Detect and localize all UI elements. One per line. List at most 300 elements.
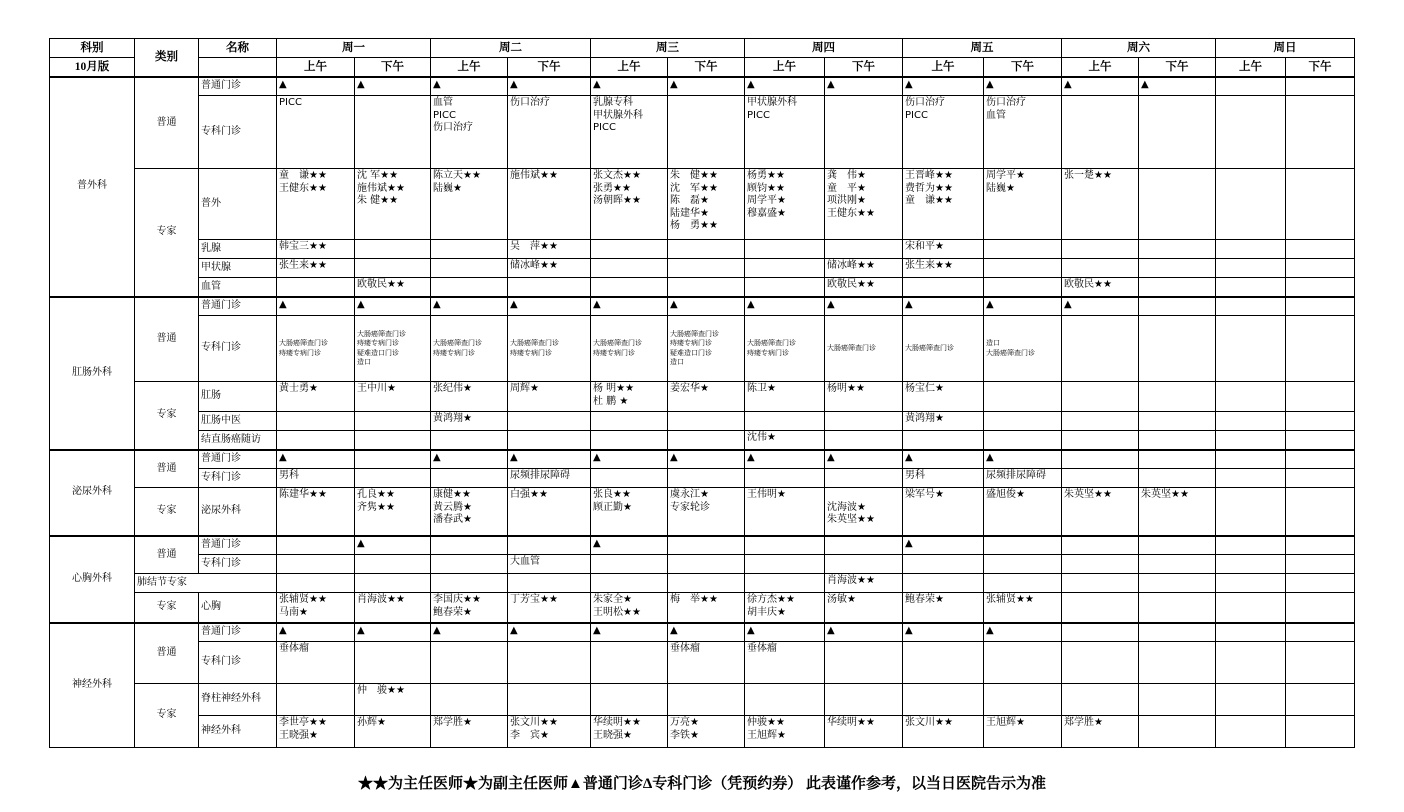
schedule-cell xyxy=(1062,278,1139,297)
schedule-cell xyxy=(431,469,508,488)
schedule-cell xyxy=(745,382,825,412)
schedule-cell xyxy=(903,240,984,259)
schedule-cell: ▲ xyxy=(668,77,745,96)
clinic-name-cell: 泌尿外科 xyxy=(199,488,277,536)
category-cell: 肺结节专家 xyxy=(135,574,277,593)
schedule-entry: 仲 骏★★ xyxy=(357,685,405,696)
schedule-cell xyxy=(1062,488,1139,536)
schedule-entry: 大肠癌筛查门诊 xyxy=(905,343,954,352)
schedule-cell xyxy=(745,574,825,593)
schedule-cell xyxy=(1139,169,1216,240)
header-pm: 下午 xyxy=(1139,58,1216,77)
schedule-entry: 丁芳宝★★ xyxy=(510,594,558,605)
schedule-cell xyxy=(825,593,903,623)
schedule-cell xyxy=(668,642,745,684)
schedule-cell xyxy=(591,412,668,431)
schedule-cell xyxy=(1139,297,1216,316)
schedule-cell xyxy=(668,169,745,240)
schedule-row xyxy=(50,623,1355,642)
clinic-name-cell: 普通门诊 xyxy=(199,623,277,642)
schedule-cell: ▲ xyxy=(277,297,355,316)
schedule-cell xyxy=(508,684,591,716)
schedule-entry: 痔瘘专病门诊 xyxy=(670,339,712,347)
schedule-cell xyxy=(508,316,591,382)
schedule-cell xyxy=(825,278,903,297)
schedule-entry: 胡丰庆★ xyxy=(747,606,786,618)
header-am: 上午 xyxy=(277,58,355,77)
schedule-cell xyxy=(825,169,903,240)
schedule-entry: 张辅贤★★ xyxy=(986,594,1034,605)
category-cell: 专家 xyxy=(135,684,199,748)
schedule-cell: ▲ xyxy=(431,297,508,316)
schedule-cell xyxy=(355,240,431,259)
schedule-cell xyxy=(431,240,508,259)
schedule-cell xyxy=(1286,431,1355,450)
schedule-entry: 肖海波★★ xyxy=(357,594,405,605)
clinic-name-cell: 肛肠中医 xyxy=(199,412,277,431)
schedule-entry: 黄鸿翔★ xyxy=(905,413,944,424)
schedule-cell xyxy=(508,555,591,574)
schedule-cell xyxy=(431,316,508,382)
schedule-cell xyxy=(591,96,668,169)
schedule-cell xyxy=(277,169,355,240)
category-cell: 普通 xyxy=(135,623,199,684)
schedule-row xyxy=(50,259,1355,278)
schedule-entry: 周学平★ xyxy=(986,170,1025,181)
schedule-cell xyxy=(277,259,355,278)
schedule-cell: ▲ xyxy=(984,623,1062,642)
schedule-cell xyxy=(508,593,591,623)
schedule-entry: 张一楚★★ xyxy=(1064,170,1112,181)
schedule-cell xyxy=(1139,450,1216,469)
schedule-entry: 李铁★ xyxy=(670,729,699,741)
header-am: 上午 xyxy=(591,58,668,77)
schedule-cell xyxy=(745,278,825,297)
schedule-cell xyxy=(825,488,903,536)
schedule-cell: ▲ xyxy=(355,77,431,96)
schedule-cell: ▲ xyxy=(903,297,984,316)
schedule-entry: 朱英坚★★ xyxy=(1141,489,1189,500)
schedule-entry: PICC xyxy=(279,97,302,108)
schedule-row xyxy=(50,297,1355,316)
schedule-entry: 痔瘘专病门诊 xyxy=(747,348,789,357)
schedule-entry: 张文川★★ xyxy=(905,717,953,728)
schedule-cell xyxy=(668,536,745,555)
schedule-cell xyxy=(1062,469,1139,488)
schedule-cell xyxy=(1216,684,1286,716)
schedule-entry: 大肠癌筛查门诊 xyxy=(986,348,1035,357)
schedule-row xyxy=(50,469,1355,488)
schedule-cell xyxy=(1286,382,1355,412)
schedule-cell xyxy=(668,469,745,488)
schedule-cell xyxy=(355,278,431,297)
schedule-cell xyxy=(745,316,825,382)
schedule-cell xyxy=(668,240,745,259)
clinic-name-cell: 甲状腺 xyxy=(199,259,277,278)
clinic-name-cell: 普通门诊 xyxy=(199,297,277,316)
schedule-entry: 垂体瘤 xyxy=(279,643,309,654)
schedule-cell xyxy=(277,488,355,536)
schedule-entry: 大血管 xyxy=(510,556,540,567)
header-day: 周五 xyxy=(903,39,1062,58)
header-category: 类别 xyxy=(135,39,199,77)
schedule-cell xyxy=(1286,412,1355,431)
schedule-entry: 欧敬民★★ xyxy=(1064,279,1112,290)
schedule-cell xyxy=(591,555,668,574)
schedule-cell xyxy=(277,240,355,259)
schedule-entry: 疑难造口门诊 xyxy=(670,348,712,357)
schedule-cell xyxy=(277,382,355,412)
schedule-cell xyxy=(745,469,825,488)
schedule-cell xyxy=(431,382,508,412)
schedule-entry: 陆建华★ xyxy=(670,207,709,219)
schedule-entry: 尿频排尿障碍 xyxy=(510,470,570,481)
clinic-name-cell: 专科门诊 xyxy=(199,316,277,382)
schedule-cell xyxy=(825,642,903,684)
header-pm: 下午 xyxy=(668,58,745,77)
schedule-entry: 童 谦★★ xyxy=(279,170,327,181)
schedule-entry: 项洪刚★ xyxy=(827,195,866,206)
header-pm: 下午 xyxy=(355,58,431,77)
schedule-cell xyxy=(1216,469,1286,488)
schedule-cell xyxy=(903,469,984,488)
schedule-cell xyxy=(1062,96,1139,169)
schedule-entry: 潘春武★ xyxy=(433,514,472,525)
schedule-cell xyxy=(431,412,508,431)
schedule-cell: ▲ xyxy=(745,297,825,316)
schedule-entry: 李 宾★ xyxy=(510,729,549,741)
schedule-entry: 王旭辉★ xyxy=(986,717,1025,728)
department-cell: 神经外科 xyxy=(50,623,135,748)
schedule-cell xyxy=(745,431,825,450)
schedule-cell xyxy=(1286,297,1355,316)
schedule-entry: 孙辉★ xyxy=(357,717,386,728)
schedule-cell xyxy=(431,642,508,684)
schedule-cell: ▲ xyxy=(668,297,745,316)
clinic-name-cell: 心胸 xyxy=(199,593,277,623)
schedule-cell xyxy=(1062,536,1139,555)
schedule-entry: 甲状腺外科 xyxy=(747,97,797,108)
schedule-cell xyxy=(745,240,825,259)
schedule-entry: 马南★ xyxy=(279,606,308,618)
schedule-cell xyxy=(508,488,591,536)
header-name: 名称 xyxy=(199,39,277,58)
schedule-cell xyxy=(431,278,508,297)
schedule-row xyxy=(50,77,1355,96)
schedule-cell xyxy=(1286,77,1355,96)
schedule-cell xyxy=(508,169,591,240)
schedule-entry: 梅 举★★ xyxy=(670,594,718,605)
schedule-cell xyxy=(1062,431,1139,450)
schedule-cell xyxy=(277,642,355,684)
schedule-cell xyxy=(591,488,668,536)
clinic-name-cell: 专科门诊 xyxy=(199,469,277,488)
schedule-cell xyxy=(277,469,355,488)
schedule-cell xyxy=(1216,488,1286,536)
schedule-cell xyxy=(508,716,591,748)
schedule-row xyxy=(50,96,1355,169)
schedule-cell xyxy=(668,431,745,450)
header-am: 上午 xyxy=(1216,58,1286,77)
schedule-cell xyxy=(355,574,431,593)
schedule-cell xyxy=(903,488,984,536)
schedule-cell xyxy=(745,642,825,684)
schedule-entry: 梁军号★ xyxy=(905,489,944,500)
schedule-cell xyxy=(1216,536,1286,555)
category-cell: 普通 xyxy=(135,297,199,382)
schedule-cell xyxy=(591,593,668,623)
schedule-cell: ▲ xyxy=(825,450,903,469)
schedule-cell xyxy=(745,169,825,240)
schedule-cell xyxy=(903,96,984,169)
schedule-cell xyxy=(591,169,668,240)
clinic-name-cell: 普外 xyxy=(199,169,277,240)
schedule-cell xyxy=(825,684,903,716)
schedule-cell xyxy=(1286,469,1355,488)
schedule-cell xyxy=(903,684,984,716)
schedule-cell: ▲ xyxy=(591,77,668,96)
schedule-cell xyxy=(825,555,903,574)
schedule-cell xyxy=(355,412,431,431)
schedule-entry: 专家轮诊 xyxy=(670,501,710,513)
header-day: 周四 xyxy=(745,39,903,58)
schedule-cell: ▲ xyxy=(1139,77,1216,96)
schedule-entry: 王伟明★ xyxy=(747,489,786,500)
schedule-cell xyxy=(355,488,431,536)
schedule-cell xyxy=(1286,278,1355,297)
schedule-cell: ▲ xyxy=(355,297,431,316)
schedule-cell xyxy=(903,259,984,278)
header-am: 上午 xyxy=(431,58,508,77)
schedule-cell xyxy=(431,259,508,278)
schedule-cell xyxy=(277,684,355,716)
schedule-cell xyxy=(745,259,825,278)
schedule-cell xyxy=(508,96,591,169)
schedule-cell xyxy=(903,431,984,450)
schedule-cell xyxy=(1286,716,1355,748)
schedule-row xyxy=(50,412,1355,431)
department-cell: 普外科 xyxy=(50,77,135,297)
schedule-entry: 杨宝仁★ xyxy=(905,383,944,394)
schedule-cell: ▲ xyxy=(277,77,355,96)
schedule-entry: 陈卫★ xyxy=(747,383,776,394)
header-pm: 下午 xyxy=(1286,58,1355,77)
schedule-cell xyxy=(1216,240,1286,259)
schedule-entry: 周辉★ xyxy=(510,383,539,394)
schedule-entry: 大肠癌筛查门诊 xyxy=(670,329,719,338)
schedule-entry: 盛旭俊★ xyxy=(986,489,1025,500)
schedule-cell xyxy=(1216,259,1286,278)
schedule-cell xyxy=(277,536,355,555)
schedule-entry: 乳腺专科 xyxy=(593,97,633,108)
schedule-row xyxy=(50,431,1355,450)
schedule-cell: ▲ xyxy=(591,297,668,316)
schedule-entry: 华续明★★ xyxy=(593,717,641,728)
schedule-cell xyxy=(591,316,668,382)
schedule-entry: 王旭辉★ xyxy=(747,729,786,741)
schedule-entry: 尿频排尿障碍 xyxy=(986,470,1046,481)
schedule-entry: 朱英坚★★ xyxy=(1064,489,1112,500)
schedule-row xyxy=(50,488,1355,536)
schedule-entry: 大肠癌筛查门诊 xyxy=(510,339,559,347)
header-day: 周三 xyxy=(591,39,745,58)
schedule-cell xyxy=(1062,623,1139,642)
schedule-entry: 甲状腺外科 xyxy=(593,109,643,121)
schedule-cell xyxy=(1139,716,1216,748)
schedule-cell xyxy=(825,240,903,259)
schedule-cell xyxy=(508,278,591,297)
schedule-entry: 造口 xyxy=(357,358,371,366)
schedule-entry: 王中川★ xyxy=(357,383,396,394)
schedule-entry: 伤口治疗 xyxy=(510,97,550,108)
schedule-cell xyxy=(591,240,668,259)
schedule-cell xyxy=(591,642,668,684)
schedule-cell xyxy=(591,716,668,748)
schedule-row xyxy=(50,536,1355,555)
schedule-cell: ▲ xyxy=(825,77,903,96)
schedule-cell: ▲ xyxy=(1062,77,1139,96)
schedule-entry: 齐隽★★ xyxy=(357,501,395,513)
schedule-cell xyxy=(825,412,903,431)
schedule-entry: 疑难造口门诊 xyxy=(357,348,399,357)
schedule-cell xyxy=(355,96,431,169)
schedule-entry: PICC xyxy=(905,109,928,121)
schedule-cell xyxy=(1216,450,1286,469)
clinic-name-cell: 结直肠癌随访 xyxy=(199,431,277,450)
schedule-row xyxy=(50,642,1355,684)
schedule-cell xyxy=(591,469,668,488)
schedule-cell xyxy=(1139,574,1216,593)
schedule-entry: PICC xyxy=(433,109,456,121)
schedule-cell xyxy=(745,593,825,623)
clinic-name-cell: 乳腺 xyxy=(199,240,277,259)
schedule-entry: 男科 xyxy=(905,470,925,481)
schedule-cell xyxy=(431,431,508,450)
schedule-cell xyxy=(984,488,1062,536)
schedule-cell xyxy=(1216,77,1286,96)
schedule-entry: 穆嘉盛★ xyxy=(747,207,786,219)
schedule-cell xyxy=(1286,684,1355,716)
schedule-row xyxy=(50,574,1355,593)
schedule-entry: 李世亭★★ xyxy=(279,717,327,728)
schedule-entry: PICC xyxy=(593,122,616,133)
schedule-entry: 杨明★★ xyxy=(827,383,865,394)
schedule-cell xyxy=(668,574,745,593)
schedule-entry: 白强★★ xyxy=(510,489,548,500)
schedule-cell xyxy=(1062,169,1139,240)
schedule-cell xyxy=(431,96,508,169)
schedule-cell xyxy=(1216,316,1286,382)
schedule-cell xyxy=(903,642,984,684)
schedule-entry: 徐方杰★★ xyxy=(747,594,795,605)
schedule-cell xyxy=(903,382,984,412)
schedule-cell xyxy=(825,96,903,169)
schedule-cell xyxy=(431,716,508,748)
schedule-entry: 郑学胜★ xyxy=(1064,717,1103,728)
schedule-cell xyxy=(745,555,825,574)
schedule-cell xyxy=(1062,382,1139,412)
schedule-cell xyxy=(825,574,903,593)
schedule-entry: 垂体瘤 xyxy=(670,643,700,654)
schedule-cell xyxy=(1216,278,1286,297)
schedule-entry: 王健东★★ xyxy=(279,182,327,194)
category-cell: 普通 xyxy=(135,536,199,574)
schedule-entry: 杜 鹏 ★ xyxy=(593,395,629,407)
schedule-entry: 杨勇★★ xyxy=(747,170,785,181)
clinic-name-cell: 专科门诊 xyxy=(199,642,277,684)
schedule-cell xyxy=(355,259,431,278)
schedule-cell xyxy=(1062,593,1139,623)
schedule-cell xyxy=(1062,716,1139,748)
schedule-entry: 陈 磊★ xyxy=(670,195,709,206)
schedule-entry: 周学平★ xyxy=(747,195,786,206)
schedule-cell: ▲ xyxy=(508,623,591,642)
schedule-cell xyxy=(984,96,1062,169)
schedule-cell xyxy=(591,382,668,412)
schedule-cell xyxy=(984,536,1062,555)
schedule-cell xyxy=(1139,623,1216,642)
schedule-entry: 储冰峰★★ xyxy=(827,260,875,271)
schedule-cell: ▲ xyxy=(668,450,745,469)
header-am: 上午 xyxy=(1062,58,1139,77)
schedule-entry: 造口 xyxy=(986,339,1000,347)
schedule-cell xyxy=(745,716,825,748)
schedule-cell xyxy=(591,574,668,593)
schedule-entry: 仲骏★★ xyxy=(747,717,785,728)
schedule-cell: ▲ xyxy=(591,623,668,642)
schedule-entry: 朱 健★★ xyxy=(670,170,718,181)
schedule-cell xyxy=(1286,536,1355,555)
header-pm: 下午 xyxy=(825,58,903,77)
schedule-row xyxy=(50,382,1355,412)
schedule-cell xyxy=(903,716,984,748)
schedule-cell xyxy=(668,382,745,412)
schedule-entry: 伤口治疗 xyxy=(433,122,473,133)
schedule-cell xyxy=(1286,96,1355,169)
schedule-cell: ▲ xyxy=(903,536,984,555)
schedule-entry: 大肠癌筛查门诊 xyxy=(827,343,876,352)
schedule-entry: 伤口治疗 xyxy=(905,97,945,108)
schedule-cell xyxy=(1216,593,1286,623)
schedule-cell: ▲ xyxy=(825,297,903,316)
schedule-entry: 费哲为★★ xyxy=(905,182,953,194)
schedule-cell xyxy=(355,316,431,382)
schedule-entry: 痔瘘专病门诊 xyxy=(279,348,321,357)
header-version: 10月版 xyxy=(50,58,135,77)
schedule-cell xyxy=(1216,574,1286,593)
schedule-cell xyxy=(591,278,668,297)
schedule-entry: 华续明★★ xyxy=(827,717,875,728)
schedule-cell xyxy=(277,278,355,297)
schedule-row xyxy=(50,169,1355,240)
schedule-entry: 陈立天★★ xyxy=(433,170,481,181)
schedule-cell xyxy=(1139,684,1216,716)
schedule-cell xyxy=(277,412,355,431)
schedule-cell: ▲ xyxy=(431,77,508,96)
schedule-entry: 张文杰★★ xyxy=(593,170,641,181)
schedule-cell xyxy=(1062,240,1139,259)
schedule-cell xyxy=(431,169,508,240)
schedule-cell: ▲ xyxy=(668,623,745,642)
schedule-cell xyxy=(1216,623,1286,642)
schedule-entry: 施伟斌★★ xyxy=(357,182,405,194)
schedule-cell xyxy=(1139,240,1216,259)
schedule-entry: 血管 xyxy=(433,97,453,108)
schedule-cell xyxy=(1286,169,1355,240)
schedule-cell xyxy=(1286,450,1355,469)
schedule-entry: 孔良★★ xyxy=(357,489,395,500)
schedule-cell xyxy=(508,412,591,431)
